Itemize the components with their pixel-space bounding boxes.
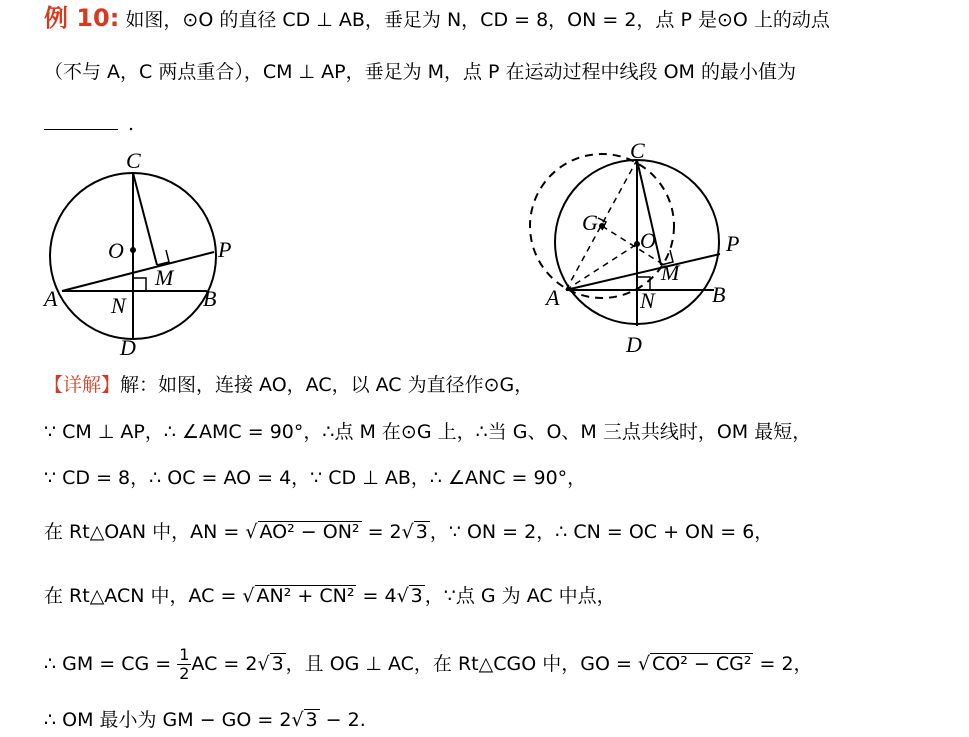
frac-num: 1 (179, 645, 190, 664)
sol7-sqrt3: 3 (305, 709, 318, 731)
label-c-right: C (630, 138, 645, 163)
left-line-cm (133, 173, 157, 265)
solution-text-3: ∵ CD = 8，∴ OC = AO = 4，∵ CD ⊥ AB，∴ ∠ANC = 90°， (44, 467, 587, 489)
right-g-dot (599, 223, 605, 229)
solution-text-1: 解：如图，连接 AO，AC，以 AC 为直径作⊙G， (120, 374, 534, 396)
solution-line-6: ∴ GM = CG = $\frac{1}{2}$ AC = 2√ 3 ，且 OG ⊥ AC，在 Rt△CGO 中，GO = √ CO² − CG² = 2， (44, 645, 813, 683)
right-line-ap (566, 254, 720, 290)
left-figure (50, 173, 216, 339)
label-d-left: D (120, 335, 136, 360)
fraction-half (177, 646, 191, 683)
problem-text-2: （不与 A，C 两点重合），CM ⊥ AP，垂足为 M，点 P 在运动过程中线段 OM 的最小值为 (44, 61, 796, 83)
solution-line-4: 在 Rt△OAN 中，AN = √ AO² − ON² = 2√ 3 ，∵ ON = 2，∴ CN = OC + ON = 6， (44, 521, 774, 543)
frac-den: 2 (179, 664, 190, 683)
sol5-a: 在 Rt△ACN 中，AC = (44, 585, 243, 607)
sol5-c: = 4 (356, 585, 397, 607)
label-d-right: D (626, 332, 642, 357)
label-b-left: B (203, 286, 217, 311)
label-c-left: C (126, 148, 141, 173)
right-line-ao (566, 244, 637, 290)
left-right-angle-n (133, 278, 146, 291)
solution-line-7: ∴ OM 最小为 GM − GO = 2√ 3 − 2. (44, 709, 366, 731)
label-p-left: P (218, 237, 232, 262)
solution-tag: 【详解】 (44, 374, 121, 396)
sol5-sqrt3: 3 (410, 585, 423, 607)
sol6-a: ∴ GM = CG = (44, 653, 178, 675)
sol6-sqrt3: 3 (271, 653, 284, 675)
sol5-sqrt: AN² + CN² (256, 585, 355, 607)
left-line-ap (62, 252, 214, 291)
sol6-sqrt: CO² − CG² (652, 653, 752, 675)
label-o-right: O (640, 228, 656, 253)
sol4-sqrt3: 3 (415, 521, 428, 543)
sol4-a: 在 Rt△OAN 中，AN = (44, 521, 246, 543)
problem-text-1: 如图，⊙O 的直径 CD ⊥ AB，垂足为 N，CD = 8，ON = 2，点 P 是⊙O 上的动点 (125, 9, 830, 31)
sol6-b: AC = 2 (191, 653, 258, 675)
sol6-d: ，且 OG ⊥ AC，在 Rt△CGO 中，GO = (285, 653, 638, 675)
solution-line-5: 在 Rt△ACN 中，AC = √ AN² + CN² = 4√ 3 ，∵点 G 为 AC 中点， (44, 585, 616, 607)
left-center-dot (130, 247, 136, 253)
solution-line-1 (44, 373, 533, 397)
label-g-right: G (582, 210, 598, 235)
sol4-e: ，∵ ON = 2，∴ CN = OC + ON = 6， (429, 521, 774, 543)
label-p-right: P (726, 231, 740, 256)
label-m-right: M (661, 260, 680, 285)
solution-text-2: ∵ CM ⊥ AP，∴ ∠AMC = 90°，∴点 M 在⊙G 上，∴当 G、O、M 三点共线时，OM 最短， (44, 421, 812, 443)
sol5-e: ，∵点 G 为 AC 中点， (424, 585, 616, 607)
label-a-right: A (546, 285, 560, 310)
label-m-left: M (155, 265, 174, 290)
sol4-sqrt: AO² − ON² (259, 521, 360, 543)
label-n-right: N (640, 288, 655, 313)
label-o-left: O (108, 238, 124, 263)
sol7-a: ∴ OM 最小为 GM − GO = 2 (44, 709, 292, 731)
problem-period: . (128, 113, 135, 135)
sol7-c: − 2. (319, 709, 366, 731)
example-label: 例 10: (44, 4, 120, 32)
sol4-c: = 2 (361, 521, 402, 543)
label-n-left: N (111, 293, 126, 318)
label-a-left: A (44, 286, 58, 311)
sol6-f: = 2， (753, 653, 813, 675)
left-right-angle-m (157, 250, 169, 265)
label-b-right: B (712, 282, 726, 307)
